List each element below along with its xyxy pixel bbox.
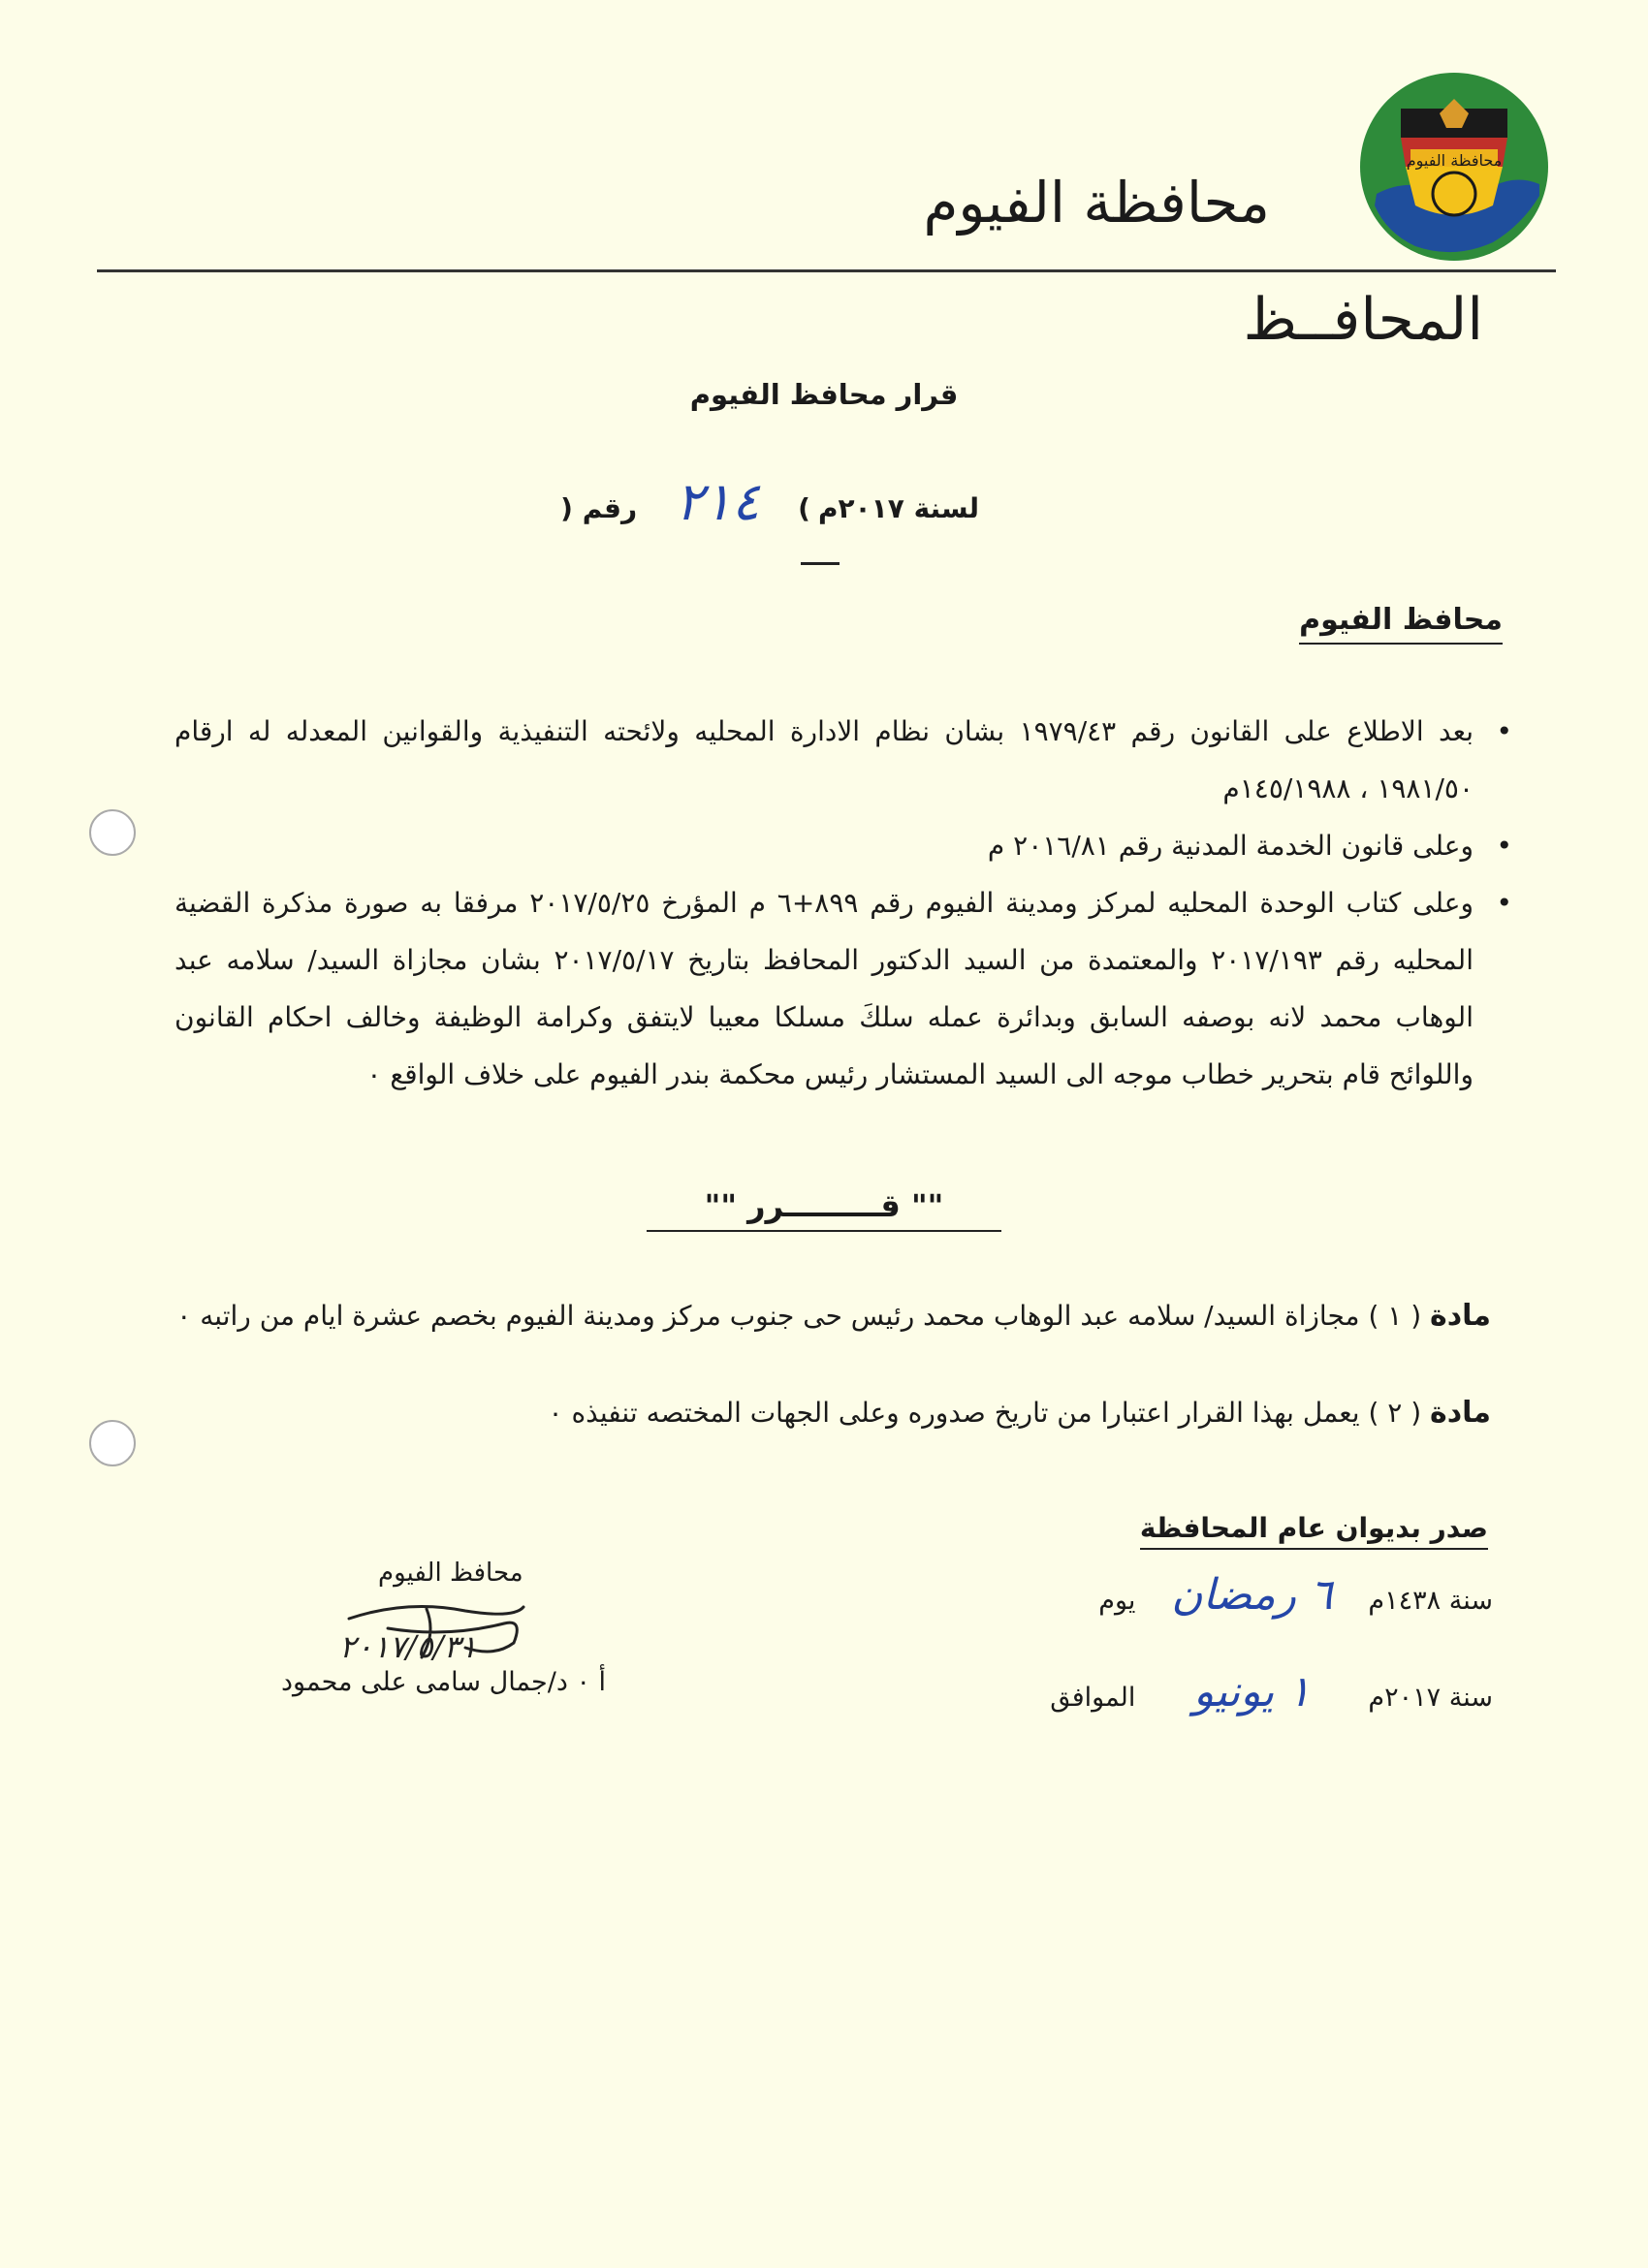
gregorian-date-row [1030,1667,1493,1717]
article-number: ( ٢ ) [1368,1397,1422,1429]
article-number: ( ١ ) [1368,1300,1422,1332]
governorate-name: محافظة الفيوم [923,170,1270,236]
punch-hole [89,809,136,856]
punch-hole [89,1420,136,1466]
preamble-item: • بعد الاطلاع على القانون رقم ١٩٧٩/٤٣ بشان نظام الادارة المحليه ولائحته التنفيذية والقوانين المعدله له ارقام ١٩٨١/٥٠ ، ١٤٥/١٩٨٨م [174,703,1512,817]
day-label: يوم [1098,1586,1136,1616]
decide-heading [0,1187,1648,1224]
article-label: مادة [1430,1299,1491,1333]
gregorian-year: سنة ٢٠١٧م [1368,1683,1493,1713]
governor-heading: محافظ الفيوم [1299,603,1503,645]
corresponding-label: الموافق [1050,1683,1136,1713]
number-close-paren: ) [798,492,810,524]
preamble-item: • وعلى كتاب الوحدة المحليه لمركز ومدينة الفيوم رقم ٨٩٩+٦ م المؤرخ ٢٠١٧/٥/٢٥ مرفقا به صورة مذكرة القضية المحليه رقم ٢٠١٧/١٩٣ والمعتمدة من السيد الدكتور المحافظ بتاريخ ٢٠١٧/٥/١٧ بشان مجازاة السيد/ سلامه عبد الوهاب محمد لانه بوصفه السابق وبدائرة عمله سلكَ مسلكا معيبا لايتفق وكرامة الوظيفة وخالف احكام القانون واللوائح قام بتحرير خطاب موجه الى السيد المستشار رئيس محكمة بندر الفيوم على خلاف الواقع ٠ [174,874,1512,1103]
office-title: المحافــظ [1243,286,1483,354]
decide-heading-text: "" قـــــــــرر "" [647,1187,1002,1232]
logo-lettering: محافظة الفيوم [1406,151,1503,170]
decision-number-row [560,471,979,532]
article-text: مجازاة السيد/ سلامه عبد الوهاب محمد رئيس حى جنوب مركز ومدينة الفيوم بخصم عشرة ايام من راتبه ٠ [176,1300,1360,1332]
decision-title: قرار محافظ الفيوم [689,378,959,411]
article-text: يعمل بهذا القرار اعتبارا من تاريخ صدوره وعلى الجهات المختصه تنفيذه ٠ [548,1397,1360,1429]
number-label: رقم ( [560,492,638,524]
hijri-year: سنة ١٤٣٨م [1368,1586,1493,1616]
signatory-name: أ ٠ د/جمال سامى على محمود [281,1667,607,1697]
preamble-list [174,703,1512,1103]
governorate-logo-emblem [1357,70,1551,264]
handwritten-decision-number: ٢١٤ [675,471,760,532]
hijri-date-row [1079,1570,1493,1620]
article-2 [549,1396,1492,1430]
handwritten-hijri-day: ٦ رمضان [1171,1570,1333,1620]
article-label: مادة [1430,1396,1491,1430]
decision-year: لسنة ٢٠١٧م [817,492,979,524]
short-divider [801,562,840,565]
article-1 [176,1299,1491,1333]
handwritten-gregorian-day: ١ يونيو [1192,1667,1311,1717]
header-divider [97,269,1556,272]
handwritten-signature-date: ٢٠١٧/٥/٣١ [339,1628,477,1665]
signature-title: محافظ الفيوم [378,1559,523,1588]
preamble-item: • وعلى قانون الخدمة المدنية رقم ٢٠١٦/٨١ م [174,817,1512,874]
issued-title: صدر بديوان عام المحافظة [1140,1512,1488,1550]
